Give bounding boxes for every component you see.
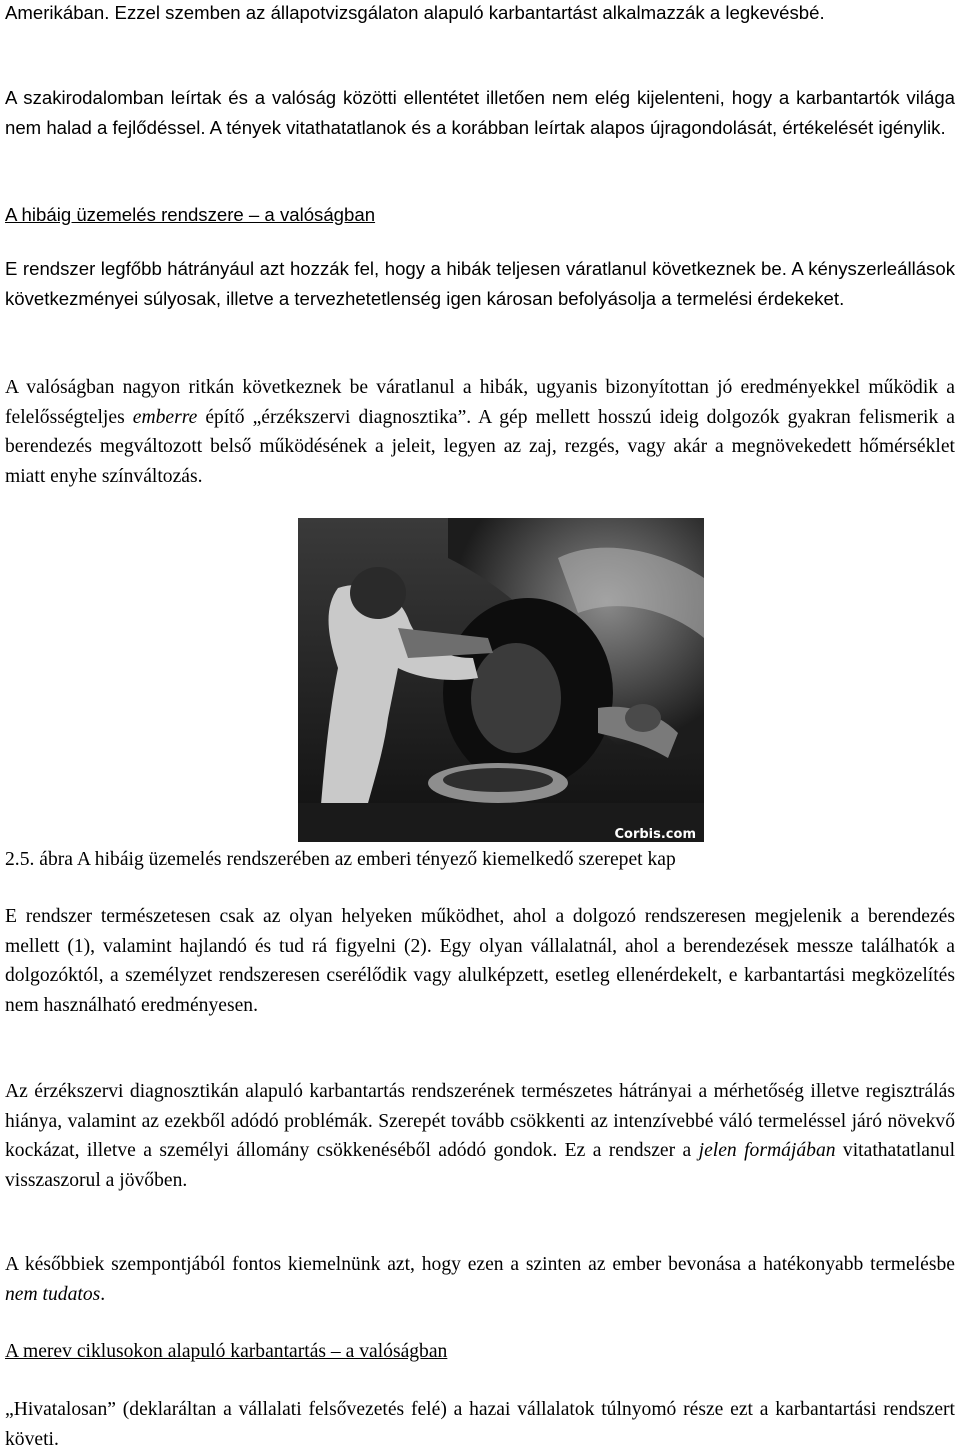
paragraph-text: A szakirodalomban leírtak és a valóság közötti ellentétet illetően nem elég kijelenteni, hogy a karbantartók világa nem halad a fejlődéssel. A tények vitathatatlanok és a korábban leírtak alapos újragondolását, értékelését igénylik. bbox=[5, 87, 955, 138]
paragraph bbox=[5, 373, 955, 491]
paragraph-text: E rendszer legfőbb hátrányául azt hozzák fel, hogy a hibák teljesen váratlanul következnek be. A kényszerleállások következményei súlyosak, illetve a tervezhetetlenség igen károsan befolyásolja a termelési érdekeket. bbox=[5, 258, 955, 309]
emphasis-text: emberre bbox=[132, 406, 198, 428]
paragraph-text bbox=[5, 1077, 955, 1195]
paragraph-text: E rendszer természetesen csak az olyan helyeken működhet, ahol a dolgozó rendszeresen megjelenik a berendezés mellett (1), valamint hajlandó és tud rá figyelni (2). Egy olyan vállalatnál, ahol a berendezések messze találhatók a dolgozóktól, a személyzet rendszeresen cserélődik vagy alulképzett, esetleg ellenérdekelt, e karbantartási megközelítés nem használható eredményesen. bbox=[5, 906, 955, 1016]
figure-photo bbox=[298, 518, 704, 842]
photo-watermark: Corbis.com bbox=[614, 827, 696, 842]
mechanic-photo-image bbox=[298, 518, 704, 842]
paragraph bbox=[5, 1250, 955, 1309]
paragraph bbox=[5, 1395, 955, 1454]
paragraph-text bbox=[5, 1250, 955, 1309]
section-heading bbox=[5, 1337, 447, 1367]
paragraph-text bbox=[5, 373, 955, 491]
emphasis-text: nem tudatos bbox=[5, 1283, 101, 1305]
text-run: A valóságban nagyon ritkán következnek be váratlanul a hibák, ugyanis bizonyítottan jó eredményekkel működik a felelősségteljes bbox=[5, 377, 955, 428]
figure-caption bbox=[5, 845, 955, 875]
paragraph bbox=[5, 254, 955, 313]
paragraph-text: „Hivatalosan” (deklaráltan a vállalati felsővezetés felé) a hazai vállalatok túlnyomó része ezt a karbantartási rendszert követi. bbox=[5, 1399, 955, 1450]
text-run: . bbox=[100, 1283, 106, 1305]
figure-caption-text: 2.5. ábra A hibáig üzemelés rendszerében az emberi tényező kiemelkedő szerepet kap bbox=[5, 849, 676, 870]
paragraph-text: Amerikában. Ezzel szemben az állapotvizsgálaton alapuló karbantartást alkalmazzák a legkevésbé. bbox=[5, 2, 825, 23]
paragraph bbox=[5, 1077, 955, 1195]
section-heading-text: A hibáig üzemelés rendszere – a valóságban bbox=[5, 204, 376, 225]
text-run: vitathatatlanul visszaszorul a jövőben. bbox=[5, 1140, 956, 1191]
paragraph bbox=[5, 0, 955, 28]
paragraph bbox=[5, 902, 955, 1020]
emphasis-text: jelen formájában bbox=[698, 1140, 836, 1161]
text-run: Az érzékszervi diagnosztikán alapuló karbantartás rendszerének természetes hátrányai a mérhetőség illetve regisztrálás hiánya, valamint az ezekből adódó problémák. Szerepét tovább csökkenti az intenzívebbé váló termeléssel járó növekvő kockázat, illetve a személyi állomány csökkenéséből adódó gondok. Ez a rendszer a bbox=[5, 1081, 955, 1161]
text-run: építő „érzékszervi diagnosztika”. A gép mellett hosszú ideig dolgozók gyakran felismerik a berendezés megváltozott belső működésének a jeleit, legyen az zaj, rezgés, vagy akár a megnövekedett hőmérséklet miatt enyhe színváltozás. bbox=[5, 406, 955, 487]
section-heading-text: A merev ciklusokon alapuló karbantartás – a valóságban bbox=[5, 1341, 448, 1362]
paragraph bbox=[5, 83, 955, 142]
text-run: A későbbiek szempontjából fontos kiemelnünk azt, hogy ezen a szinten az ember bevonása a hatékonyabb termelésbe bbox=[5, 1254, 955, 1275]
section-heading bbox=[5, 200, 375, 230]
